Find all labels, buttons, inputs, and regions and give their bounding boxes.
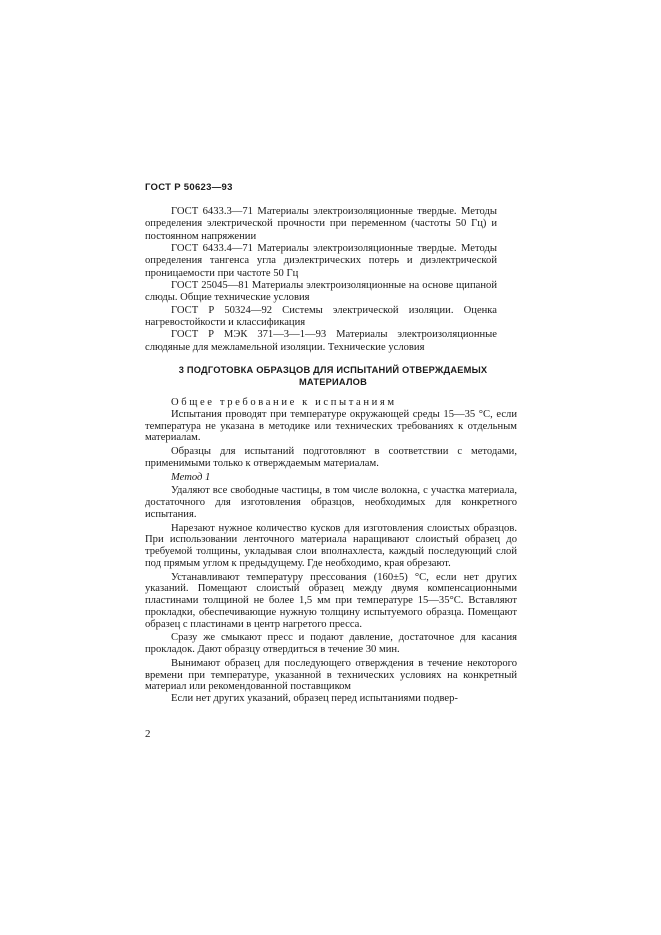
general-requirement-heading: Общее требование к испытаниям — [171, 397, 397, 408]
reference-item: ГОСТ 25045—81 Материалы электроизоляционные на основе щипаной слюды. Общие технические условия — [145, 280, 497, 304]
reference-item: ГОСТ 6433.4—71 Материалы электроизоляционные твердые. Методы определения тангенса угла диэлектрических потерь и диэлектрической проницаемости при частоте 50 Гц — [145, 243, 497, 279]
normative-references-list — [145, 206, 497, 354]
reference-item: ГОСТ 6433.3—71 Материалы электроизоляционные твердые. Методы определения электрической прочности при переменном (частоты 50 Гц) и постоянном напряжении — [145, 206, 497, 242]
section-body — [145, 397, 517, 705]
page-number: 2 — [145, 728, 151, 740]
method-paragraph: Если нет других указаний, образец перед испытаниями подвер- — [171, 693, 458, 704]
method-paragraph: Устанавливают температуру прессования (160±5) °С, если нет других указаний. Помещают слоистый образец между двумя компенсационными пластинами толщиной не более 1,5 мм при температуре 15—35°С. Вставляют прокладки, обеспечивающие нужную толщину испытуемого образца. Помещают образец с пластинами в центр нагретого пресса. — [145, 571, 517, 630]
method-paragraph: Вынимают образец для последующего отверждения в течение некоторого времени при температуре, указанной в технических условиях на конкретный материал или рекомендованной поставщиком — [145, 657, 517, 693]
samples-preparation-text: Образцы для испытаний подготовляют в соответствии с методами, применимыми только к отверждаемым материалам. — [145, 446, 517, 469]
document-code-header: ГОСТ Р 50623—93 — [145, 182, 233, 193]
method-heading: Метод 1 — [171, 471, 211, 483]
method-paragraph: Сразу же смыкают пресс и подают давление, достаточное для касания прокладок. Дают образцу отвердиться в течение 30 мин. — [145, 632, 517, 655]
reference-item: ГОСТ Р МЭК 371—3—1—93 Материалы электроизоляционные слюдяные для межламельной изоляции. Технические условия — [145, 329, 497, 353]
method-paragraph: Нарезают нужное количество кусков для изготовления слоистых образцов. При использовании ленточного материала наращивают слоистый образец до требуемой толщины, укладывая слои вполнахлеста, каждый последующий слой под прямым углом к предыдущему. Где необходимо, края обрезают. — [145, 522, 517, 569]
reference-item: ГОСТ Р 50324—92 Системы электрической изоляции. Оценка нагревостойкости и классификация — [145, 304, 497, 329]
method-paragraph: Удаляют все свободные частицы, в том числе волокна, с участка материала, достаточного для изготовления образцов, необходимых для конкретного испытания. — [145, 485, 517, 520]
general-requirement-text: Испытания проводят при температуре окружающей среды 15—35 °С, если температура не указана в методике или технических требованиях к отдельным материалам. — [145, 408, 517, 444]
section-title: 3 ПОДГОТОВКА ОБРАЗЦОВ ДЛЯ ИСПЫТАНИЙ ОТВЕРЖДАЕМЫХ МАТЕРИАЛОВ — [178, 365, 488, 387]
